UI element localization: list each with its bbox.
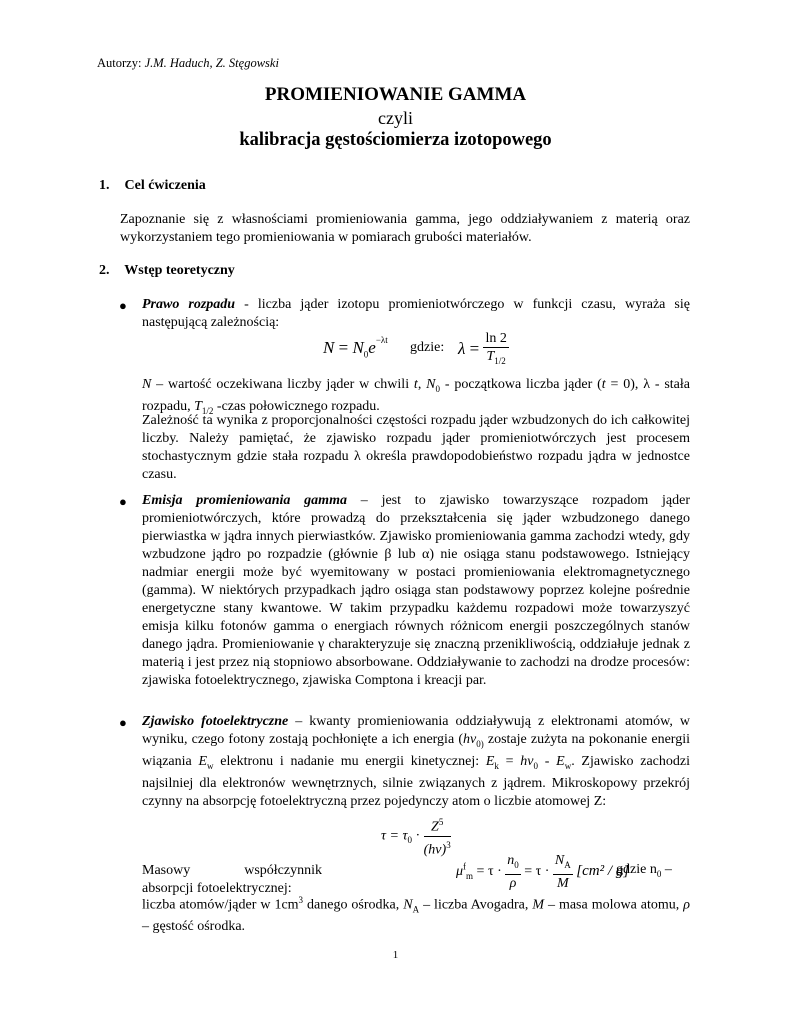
last-NA: N xyxy=(403,897,413,913)
b3-Ek: E xyxy=(485,753,495,769)
m-denominator xyxy=(553,875,573,892)
authors-line xyxy=(97,56,279,71)
eq-Z-sup: 5 xyxy=(438,817,444,827)
desc-text-a: – wartość oczekiwana liczby jąder w chwili xyxy=(151,377,414,392)
b3-hv: hv xyxy=(520,753,534,769)
eq-N0-sub: 0 xyxy=(363,349,369,360)
desc-text-c: - początkowa liczba jąder ( xyxy=(440,377,602,392)
last-b: danego ośrodka, xyxy=(303,897,404,913)
b3-p1: – kwanty promieniowania oddziaływują z elektronami atomów, w wyniku, czego fotony zostają pochłonięte a ich energia ( xyxy=(142,714,690,747)
eq-n0: n xyxy=(507,853,515,868)
last-d: – masa molowa atomu, xyxy=(544,897,684,913)
eq-N: N xyxy=(323,338,335,357)
eq-mu-sub: m xyxy=(466,870,474,881)
b3-hv0: hv xyxy=(462,732,477,747)
hv3-denominator xyxy=(424,837,451,859)
eq-equals: = xyxy=(338,338,349,357)
bullet-icon: ● xyxy=(119,494,127,509)
z5-numerator xyxy=(424,814,451,837)
last-e: – gęstość ośrodka. xyxy=(142,919,246,935)
bullet-2-text xyxy=(142,492,690,690)
bullet-1-explanation: Zależność ta wynika z proporcjonalności częstości rozpadu jąder wzbudzonych do ich całkowitej liczby. Należy pamiętać, że zjawisko rozpadu jąder promieniotwórczych jest procesem stochastycznym gdzie stała rozpadu λ określa prawdopodobieństwo rozpadu jądra w jednostce czasu. xyxy=(142,413,690,482)
ln2-fraction xyxy=(483,330,508,370)
eq-rho: ρ xyxy=(509,875,517,891)
gdzie-dash: – xyxy=(661,862,672,877)
eq-mu: μ xyxy=(456,864,464,880)
desc-text-e: -czas połowicznego rozpadu. xyxy=(213,398,380,414)
b3-hv-sub: 0 xyxy=(533,760,538,771)
b3-p3: elektronu i nadanie mu energii kinetycznej: xyxy=(213,753,486,769)
bullet-1-intro-text: - liczba jąder izotopu promieniotwórczego w funkcji czasu, wyraża się następującą zależnością: xyxy=(142,297,690,330)
b3-Ek-sub: k xyxy=(494,760,499,771)
b3-Ew2-sub: w xyxy=(564,760,572,771)
bullet-3-final xyxy=(142,891,690,936)
eq-e: e xyxy=(368,338,376,357)
authors-names: J.M. Haduch, Z. Stęgowski xyxy=(144,56,279,70)
eq-NA: N xyxy=(554,853,565,868)
title-connector: czyli xyxy=(378,108,413,128)
eq-M: M xyxy=(557,875,569,891)
eq-mu-sup: f xyxy=(463,861,467,872)
eq-tau: τ = τ xyxy=(381,828,408,844)
bullet-3-text xyxy=(142,713,690,811)
eq-T: T xyxy=(486,349,495,364)
desc-t2: t xyxy=(601,377,606,392)
page-number: 1 xyxy=(392,949,399,961)
ln2-denominator xyxy=(483,348,508,370)
ln2-numerator: ln 2 xyxy=(485,331,507,346)
decay-constant-equation xyxy=(458,330,509,370)
na-m-fraction xyxy=(553,852,573,892)
eq-NA-sub: A xyxy=(564,859,571,870)
last-NA-sub: A xyxy=(412,904,420,915)
authors-label: Autorzy: xyxy=(97,56,142,70)
b3-Ew: E xyxy=(198,753,208,769)
b3-p5: - xyxy=(538,753,557,769)
desc-T-sub: 1/2 xyxy=(201,405,214,416)
bullet-2-body: – jest to zjawisko towarzyszące rozpadom jąder promieniotwórczych, które prowadzą do przekształcenia się jąder wzbudzonego danego pierwiastka w jądra innych pierwiastków. Zjawisko promieniowania gamma zachodzi wtedy, gdy wzbudzone jądro po rozpadzie (głównie β lub α) nie osiąga stanu podstawowego. Istniejący nadmiar energii może być wyemitowany w postaci promieniowania elektromagnetycznego (gamma). W niektórych przypadkach jądro osiąga stan podstawowy poprzez kolejne pośrednie energetyczne stany kwantowe. W takim przypadku każdemu rozpadowi może towarzyszyć emisja kilku fotonów gamma o energiach równych różnicom energii poszczególnych stanów danego jądra. Promieniowanie γ charakteryzuje się znaczną przenikliwością, oddziałuje jednak z materią i jest przez nią stopniowo absorbowane. Oddziaływanie to zachodzi na drodze procesów: zjawiska fotoelektrycznego, zjawiska Comptona i kreacji par. xyxy=(142,493,690,688)
title-subtitle: kalibracja gęstościomierza izotopowego xyxy=(239,130,552,150)
gdzie-sub: 0 xyxy=(656,868,662,879)
section-1-text: Zapoznanie się z własnościami promieniowania gamma, jego oddziaływaniem z materią oraz wykorzystaniem tego promieniowania w pomiarach grubości materiałów. xyxy=(120,212,690,245)
eq-hv: (hν) xyxy=(423,842,447,858)
gdzie-text: gdzie n xyxy=(616,862,657,877)
section-2-number: 2. xyxy=(99,263,110,278)
desc-N: N xyxy=(142,377,152,392)
eq-mu-eq: = τ · xyxy=(473,864,506,880)
last-a: liczba atomów/jąder w 1cm xyxy=(142,897,299,913)
eq-exponent: −λt xyxy=(375,335,388,346)
eq-gdzie: gdzie: xyxy=(410,340,445,355)
section-1-title: Cel ćwiczenia xyxy=(124,178,206,193)
section-2-heading xyxy=(99,263,235,279)
last-rho: ρ xyxy=(683,897,690,913)
eq-Z: Z xyxy=(431,819,439,835)
desc-text-d: = 0), λ - stała rozpadu, xyxy=(142,377,690,414)
eq-T-sub: 1/2 xyxy=(494,355,506,366)
b3-p4: = xyxy=(498,753,521,769)
desc-t: t xyxy=(413,377,418,392)
eq-mid: = τ · xyxy=(520,864,553,880)
eq-equals-2: = xyxy=(469,338,480,358)
bullet-1-term: Prawo rozpadu xyxy=(142,297,236,312)
title-main: PROMIENIOWANIE GAMMA xyxy=(264,84,527,105)
gdzie-n0 xyxy=(616,862,672,879)
cross-section-equation xyxy=(381,814,451,858)
b3-Ew2: E xyxy=(556,753,565,769)
b3-Ew-sub: w xyxy=(207,760,214,771)
b3-p6: . Zjawisko zachodzi najsilniej dla elektronów wewnętrznych, silnie związanych z jądrem. Mikroskopowy przekrój czynny na absorpcję fotoelektryczną przez pojedynczy atom o liczbie atomowej Z: xyxy=(142,753,690,809)
b3-hv0-sub: 0) xyxy=(476,738,484,749)
section-1-number: 1. xyxy=(99,178,110,193)
eq-dot: · xyxy=(411,828,424,844)
bullet-icon: ● xyxy=(119,715,127,730)
eq-lambda: λ xyxy=(458,338,466,358)
na-numerator xyxy=(553,852,573,875)
last-c: – liczba Avogadra, xyxy=(419,897,533,913)
bullet-1-intro xyxy=(142,296,690,332)
desc-text-b: , xyxy=(417,377,427,392)
mass-coefficient-equation xyxy=(456,852,629,892)
last-M: M xyxy=(532,897,544,913)
n0-numerator xyxy=(505,852,521,875)
bullet-2-term: Emisja promieniowania gamma xyxy=(142,493,347,508)
desc-N0-sub: 0 xyxy=(435,383,440,394)
eq-tau-sub: 0 xyxy=(407,835,412,846)
last-a-sup: 3 xyxy=(298,895,304,905)
eq-unit: [cm² / g] xyxy=(576,863,630,880)
section-2-title: Wstęp teoretyczny xyxy=(124,263,235,278)
desc-N0: N xyxy=(426,377,436,392)
mass-coefficient-label: Masowy współczynnik absorpcji fotoelektrycznej: xyxy=(142,863,322,896)
desc-T: T xyxy=(194,398,202,414)
decay-law-equation xyxy=(323,335,388,360)
cross-section-fraction xyxy=(424,814,451,858)
b3-p2: zostaje zużyta na pokonanie energii wiązania xyxy=(142,732,690,769)
eq-n0-sub: 0 xyxy=(514,859,519,870)
bullet-3-term: Zjawisko fotoelektryczne xyxy=(142,714,289,729)
rho-denominator xyxy=(505,875,521,892)
bullet-icon: ● xyxy=(119,298,127,313)
n0-rho-fraction xyxy=(505,852,521,892)
section-1-heading xyxy=(99,178,206,194)
eq-hv-sup: 3 xyxy=(446,839,451,850)
eq-N0: N xyxy=(352,338,364,357)
